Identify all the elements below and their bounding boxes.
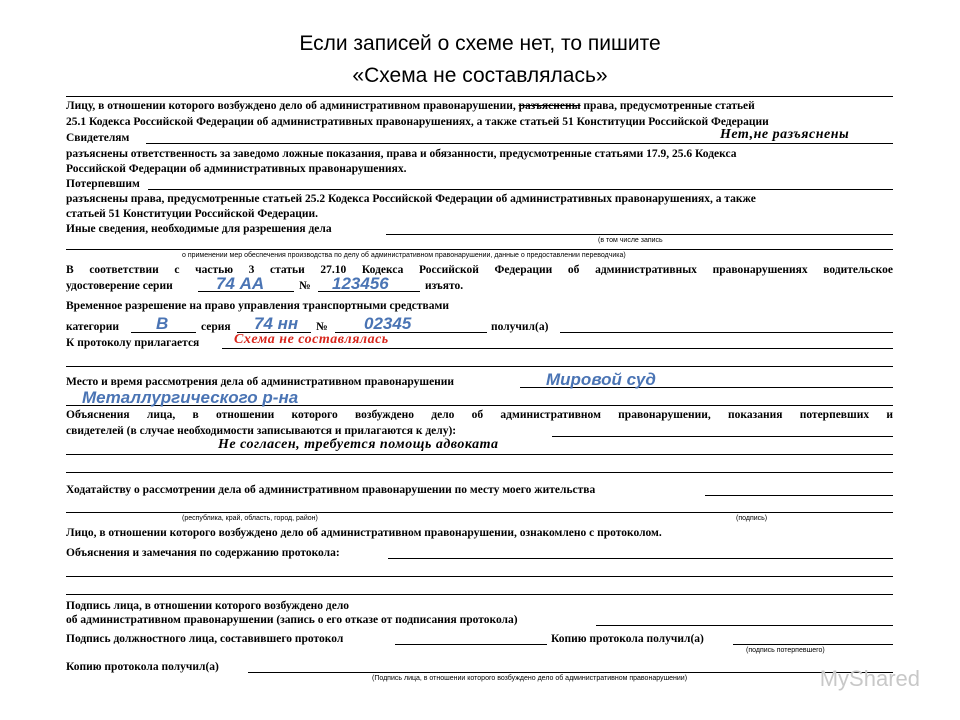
- explanation-line-a: [552, 436, 893, 437]
- explanation-handwritten: Не согласен, требуется помощь адвоката: [218, 437, 499, 452]
- victim-line: [148, 189, 893, 190]
- explanation-line1: Объяснения лица, в отношении которого возбуждено дело об административном правонарушении, показания потерпевших и: [66, 409, 893, 421]
- p1-text-b: права, предусмотренные статьей: [583, 100, 755, 112]
- p1-struck-word: разъяснены: [518, 100, 581, 112]
- top-rule: [66, 96, 893, 97]
- caption-measures: о применении мер обеспечения производства по делу об административном правонарушении, данные о предоставлении переводчика): [182, 252, 626, 259]
- caption-signature: (подпись): [736, 515, 768, 522]
- district-value: Металлургического р-на: [82, 388, 299, 407]
- copy-received-line: [733, 644, 893, 645]
- number-value: 02345: [364, 314, 412, 333]
- category-value: В: [156, 314, 169, 333]
- remarks-line: [388, 558, 893, 559]
- slide-title-line1: Если записей о схеме нет, то пишите: [299, 32, 661, 55]
- blank-line-3: [66, 472, 893, 473]
- acquainted-label: Лицо, в отношении которого возбуждено дело об административном правонарушении, ознакомлено с протоколом.: [66, 527, 662, 539]
- p1-line1: [66, 99, 755, 113]
- sign-label-line1: Подпись лица, в отношении которого возбуждено дело: [66, 600, 350, 612]
- license-series-value: 74 АА: [216, 274, 265, 293]
- attached-label: К протоколу прилагается: [66, 337, 200, 349]
- copy-received2-label: Копию протокола получил(а): [66, 661, 219, 673]
- p1-line2: 25.1 Кодекса Российской Федерации об административных правонарушениях, а также статьей 51 Конституции Российской Федерации: [66, 116, 769, 128]
- victim-label: Потерпевшим: [66, 178, 140, 190]
- category-label: категории: [66, 321, 119, 333]
- attached-handwritten: Схема не составлялась: [234, 332, 389, 347]
- license-number-sign: №: [299, 280, 311, 292]
- blank-line-2: [66, 366, 893, 367]
- p1-text-a: Лицу, в отношении которого возбуждено дело об административном правонарушении,: [66, 100, 516, 112]
- petition-label: Ходатайству о рассмотрении дела об административном правонарушении по месту моего жительства: [66, 484, 596, 496]
- series-value: 74 нн: [254, 314, 299, 333]
- p2-line2: Российской Федерации об административных правонарушениях.: [66, 163, 407, 175]
- court-value: Мировой суд: [546, 370, 656, 389]
- slide-title-line2: «Схема не составлялась»: [352, 64, 608, 87]
- p3-line2: статьей 51 Конституции Российской Федерации.: [66, 208, 319, 220]
- p2-line1: разъяснены ответственность за заведомо ложные показания, права и обязанности, предусмотренные статьями 17.9, 25.6 Кодекса: [66, 148, 737, 160]
- number-sign: №: [316, 321, 328, 333]
- petition-line: [705, 495, 893, 496]
- copy-received-label: Копию протокола получил(а): [551, 633, 704, 645]
- temp-permit-label: Временное разрешение на право управления транспортными средствами: [66, 300, 449, 312]
- remarks-line-2: [66, 576, 893, 577]
- received-label: получил(а): [491, 321, 549, 333]
- license-series-label: удостоверение серии: [66, 280, 173, 292]
- sign-label-line2: об административном правонарушении (запись о его отказе от подписания протокола): [66, 614, 518, 626]
- other-info-line: [386, 234, 893, 235]
- p3-line1: разъяснены права, предусмотренные статьей 25.2 Кодекса Российской Федерации об административных правонарушениях, а также: [66, 193, 756, 205]
- myshared-watermark: MyShared: [819, 666, 920, 691]
- attached-line: [222, 348, 893, 349]
- blank-line-4: [66, 512, 893, 513]
- copy-received2-line: [248, 672, 893, 673]
- license-number-value: 123456: [332, 274, 389, 293]
- witnesses-line: [146, 143, 893, 144]
- not-explained-handwritten: Нет,не разъяснены: [720, 127, 850, 142]
- received-line: [560, 332, 893, 333]
- official-sign-line: [395, 644, 547, 645]
- witnesses-label: Свидетелям: [66, 132, 130, 144]
- remarks-line-3: [66, 594, 893, 595]
- series-label: серия: [201, 321, 231, 333]
- explanation-line2: свидетелей (в случае необходимости записываются и прилагаются к делу):: [66, 425, 457, 437]
- caption-record: (в том числе запись: [598, 237, 663, 244]
- caption-victim-signature: (подпись потерпевшего): [746, 647, 825, 654]
- explanation-line-b: [66, 454, 893, 455]
- blank-line-1: [66, 249, 893, 250]
- sign-line: [596, 625, 893, 626]
- caption-region: (республика, край, область, город, район): [182, 515, 318, 522]
- remarks-label: Объяснения и замечания по содержанию протокола:: [66, 547, 340, 559]
- official-sign-label: Подпись должностного лица, составившего протокол: [66, 633, 344, 645]
- other-info-label: Иные сведения, необходимые для разрешения дела: [66, 223, 332, 235]
- caption-person-signature: (Подпись лица, в отношении которого возбуждено дело об административном правонарушении): [372, 675, 688, 682]
- p4-line1: В соответствии с частью 3 статьи 27.10 Кодекса Российской Федерации об административных правонарушениях водительское: [66, 264, 893, 276]
- place-time-label: Место и время рассмотрения дела об административном правонарушении: [66, 376, 455, 388]
- seized-label: изъято.: [425, 280, 464, 292]
